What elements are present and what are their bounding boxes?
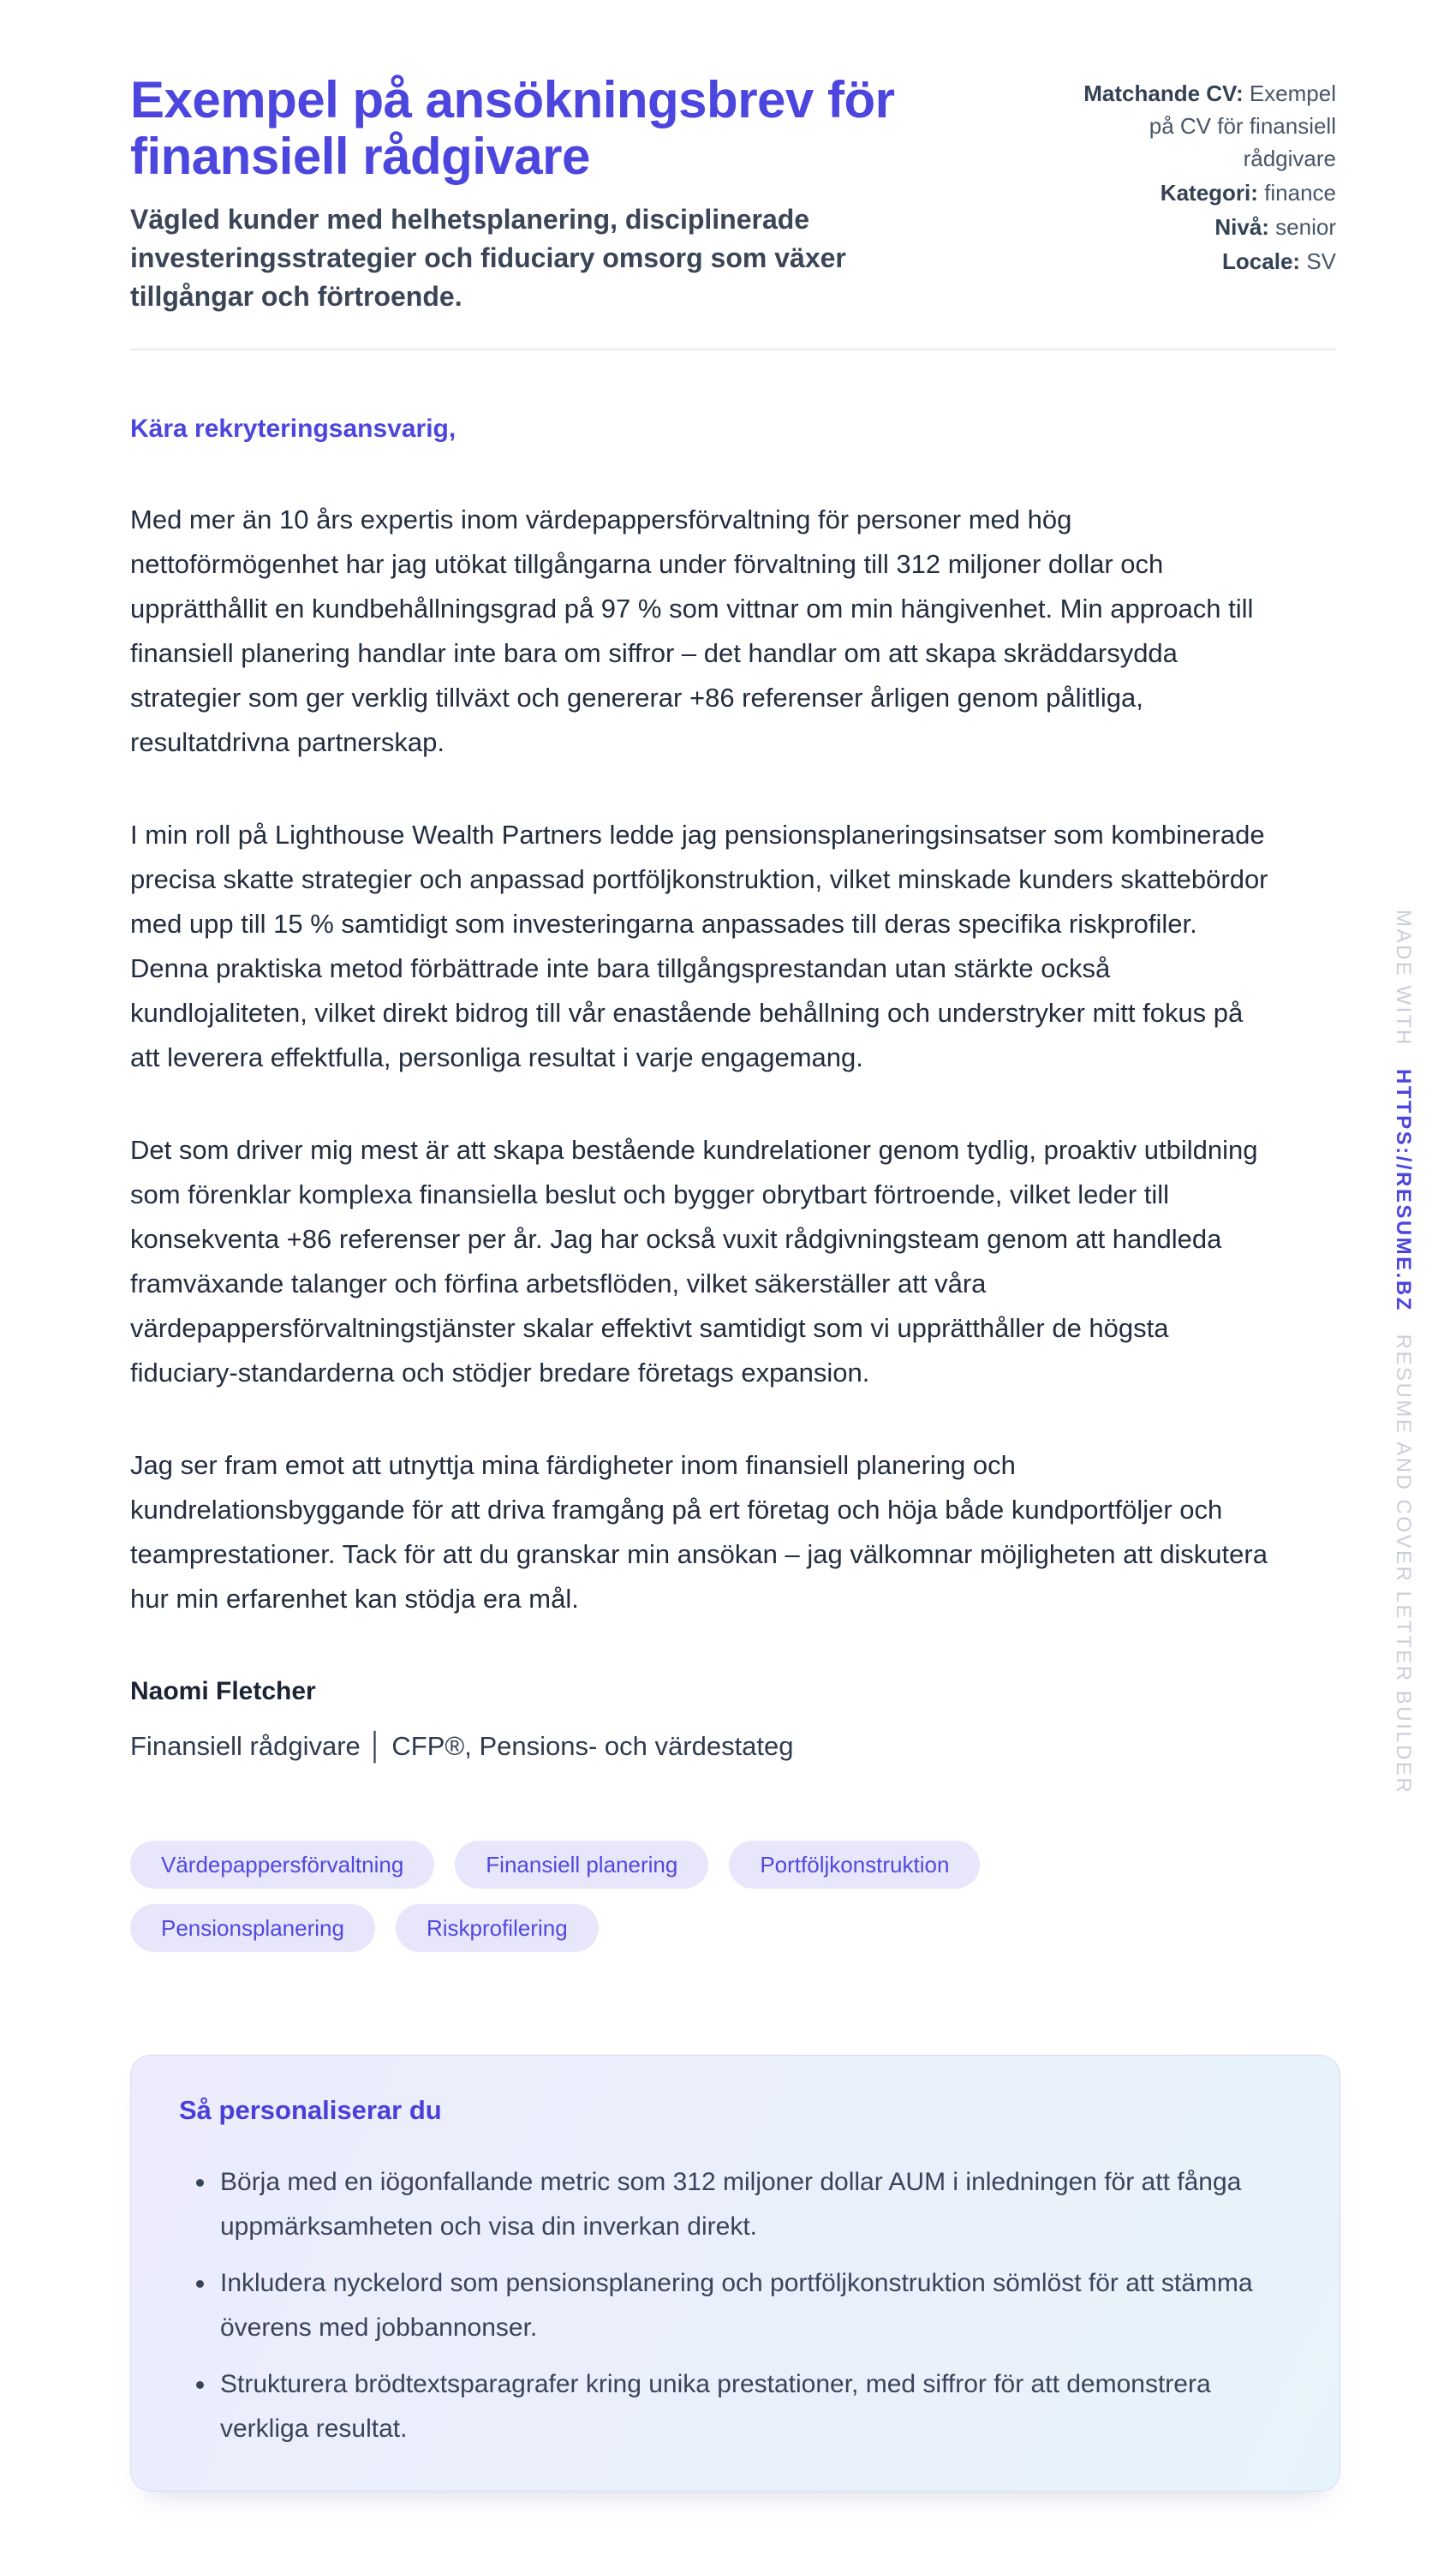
letter-greeting: Kära rekryteringsansvarig, bbox=[130, 415, 456, 443]
signature-block bbox=[130, 1669, 1328, 1769]
page-subtitle: Vägled kunder med helhetsplanering, disciplinerade investeringsstrategier och fiduciary omsorg som växer tillgångar och förtroende. bbox=[130, 204, 846, 312]
skill-tag[interactable]: Värdepappersförvaltning bbox=[130, 1841, 434, 1889]
personalization-tips-card bbox=[130, 2055, 1340, 2492]
letter-paragraph: Det som driver mig mest är att skapa bestående kundrelationer genom tydlig, proaktiv utbildning som förenklar komplexa finansiella beslut och bygger obrytbart förtroende, vilket leder till konsekventa +86 referenser per år. Jag har också vuxit rådgivningsteam genom att handleda framväxande talanger och förfina arbetsflöden, vilket säkerställer att våra värdepappersförvaltningstjänster skalar effektivt samtidigt som vi upprätthåller de högsta fiduciary-standarderna och stödjer bredare företags expansion. bbox=[130, 1135, 1258, 1388]
resume-bz-link[interactable]: HTTPS://RESUME.BZ bbox=[1392, 1068, 1415, 1312]
meta-value: finance bbox=[1264, 180, 1336, 206]
tip-item: • Inkludera nyckelord som pensionsplanering och portföljkonstruktion sömlöst för att stämma överens med jobbannonser. bbox=[217, 2261, 1292, 2350]
meta-value: Exempel på CV för finansiell rådgivare bbox=[1149, 81, 1336, 171]
meta-value: senior bbox=[1275, 214, 1336, 240]
document-meta bbox=[1071, 77, 1336, 279]
tip-item: • Strukturera brödtextsparagrafer kring unika prestationer, med siffror för att demonstrera verkliga resultat. bbox=[217, 2362, 1292, 2451]
skill-tag[interactable]: Pensionsplanering bbox=[130, 1904, 375, 1952]
meta-row-matching-cv bbox=[1071, 77, 1336, 175]
meta-row-category bbox=[1071, 176, 1336, 209]
letter-paragraph: Jag ser fram emot att utnyttja mina färdigheter inom finansiell planering och kundrelationsbyggande för att driva framgång på ert företag och höja både kundportföljer och teamprestationer. Tack för att du granskar min ansökan – jag välkomnar möjligheten att diskutera hur min erfarenhet kan stödja era mål. bbox=[130, 1450, 1268, 1614]
meta-label: Nivå: bbox=[1214, 214, 1269, 240]
meta-label: Locale: bbox=[1222, 248, 1301, 274]
tips-heading: Så personaliserar du bbox=[179, 2095, 442, 2125]
meta-label: Matchande CV: bbox=[1083, 81, 1244, 106]
header-title-block bbox=[130, 72, 1038, 316]
watermark-suffix: RESUME AND COVER LETTER BUILDER bbox=[1392, 1334, 1415, 1795]
letter-paragraph: Med mer än 10 års expertis inom värdepappersförvaltning för personer med hög nettoförmögenhet har jag utökat tillgångarna under förvaltning till 312 miljoner dollar och upprätthållit en kundbehållningsgrad på 97 % som vittnar om min hängivenhet. Min approach till finansiell planering handlar inte bara om siffror – det handlar om att skapa skräddarsydda strategier som ger verklig tillväxt och genererar +86 referenser årligen genom pålitliga, resultatdrivna partnerskap. bbox=[130, 504, 1254, 757]
letter-paragraph: I min roll på Lighthouse Wealth Partners ledde jag pensionsplaneringsinsatser som kombinerade precisa skatte strategier och anpassad portföljkonstruktion, vilket minskade kunders skattebördor med upp till 15 % samtidigt som investeringarna anpassades till deras specifika riskprofiler. Denna praktiska metod förbättrade inte bara tillgångsprestandan utan stärkte också kundlojaliteten, vilket direkt bidrog till vår enastående behållning och understryker mitt fokus på att leverera effektfulla, personliga resultat i varje engagemang. bbox=[130, 820, 1268, 1072]
tip-item: • Börja med en iögonfallande metric som 312 miljoner dollar AUM i inledningen för att fånga uppmärksamheten och visa din inverkan direkt. bbox=[217, 2160, 1292, 2249]
tips-list bbox=[179, 2160, 1292, 2451]
meta-value: SV bbox=[1306, 248, 1336, 274]
meta-row-level bbox=[1071, 211, 1336, 243]
skill-tag[interactable]: Finansiell planering bbox=[455, 1841, 708, 1889]
skill-tag[interactable]: Riskprofilering bbox=[396, 1904, 599, 1952]
signature-name: Naomi Fletcher bbox=[130, 1677, 316, 1705]
skill-tags bbox=[130, 1841, 1244, 1952]
watermark-prefix: MADE WITH bbox=[1392, 910, 1415, 1047]
meta-row-locale bbox=[1071, 245, 1336, 278]
meta-label: Kategori: bbox=[1160, 180, 1258, 206]
page-title: Exempel på ansökningsbrev för finansiell rådgivare bbox=[130, 71, 895, 185]
page-header bbox=[0, 0, 1456, 316]
signature-title: Finansiell rådgivare │ CFP®, Pensions- och värdestateg bbox=[130, 1731, 794, 1761]
header-divider bbox=[130, 349, 1336, 350]
skill-tag[interactable]: Portföljkonstruktion bbox=[729, 1841, 980, 1889]
made-with-watermark bbox=[1391, 910, 1415, 1794]
cover-letter-body bbox=[130, 407, 1328, 1769]
